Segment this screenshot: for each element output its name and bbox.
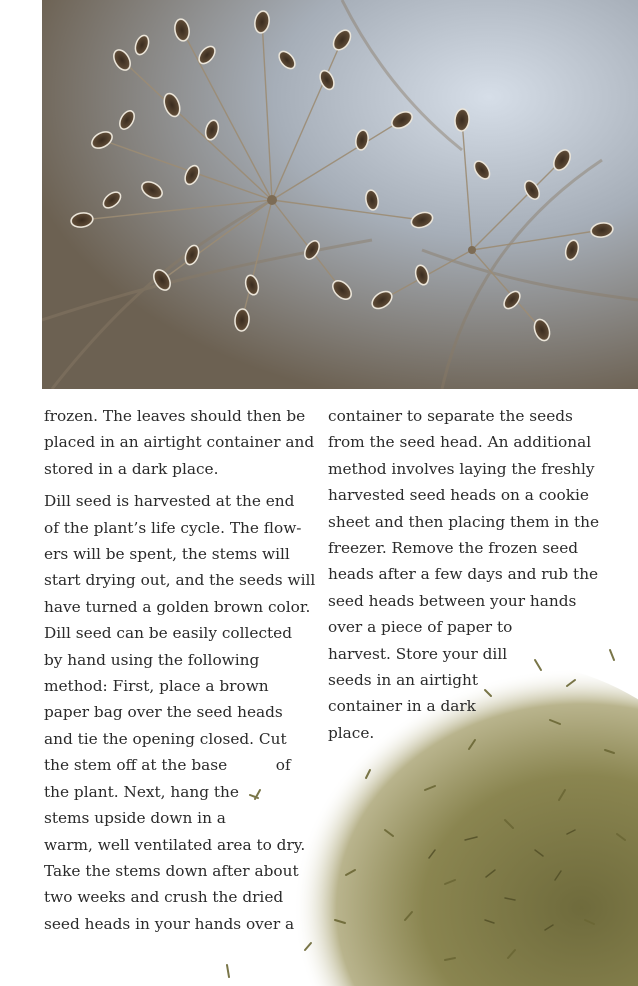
left-text-column [44,403,314,937]
text-line: place. [328,723,375,742]
paragraph-seed-harvest [44,488,314,937]
text-line: have turned a golden brown color. [44,597,311,616]
text-line: over a piece of paper to [328,618,513,637]
text-line: the plant. Next, hang the [44,782,239,801]
text-line: the stem off at the base of [44,756,291,775]
text-line: paper bag over the seed heads [44,703,283,722]
text-line: container in a dark [328,697,476,716]
text-line: harvest. Store your dill [328,644,508,663]
text-line: by hand using the following [44,650,260,669]
text-line: method involves laying the freshly [328,459,595,478]
text-line: warm, well ventilated area to dry. [44,835,306,854]
text-line: seed heads in your hands over a [44,914,295,933]
text-line: frozen. The leaves should then be [44,407,306,425]
text-line: sheet and then placing them in the [328,512,600,531]
text-line: of the plant’s life cycle. The flow- [44,518,302,537]
text-line: seeds in an airtight [328,671,479,690]
text-line: and tie the opening closed. Cut [44,729,287,748]
text-line: ers will be spent, the stems will [44,545,290,564]
text-line: heads after a few days and rub the [328,565,599,584]
text-line: Dill seed can be easily collected [44,624,293,643]
text-line: two weeks and crush the dried [44,888,284,907]
dill-seed-head-photo [42,0,638,389]
text-line: Dill seed is harvested at the end [44,492,295,511]
text-line: from the seed head. An additional [328,433,592,452]
text-line: Take the stems down after about [44,861,299,880]
text-line: start drying out, and the seeds will [44,571,316,590]
text-line: freezer. Remove the frozen seed [328,539,579,558]
text-line: stored in a dark place. [44,459,219,478]
paragraph-leaf-storage [44,403,314,482]
text-line: method: First, place a brown [44,677,269,696]
text-line: container to separate the seeds [328,407,573,425]
text-line: placed in an airtight container and [44,433,315,452]
right-text-column [328,403,628,746]
text-line: stems upside down in a [44,809,226,828]
paragraph-freezer-method [328,403,628,746]
text-line: seed heads between your hands [328,591,577,610]
text-line: harvested seed heads on a cookie [328,486,589,505]
